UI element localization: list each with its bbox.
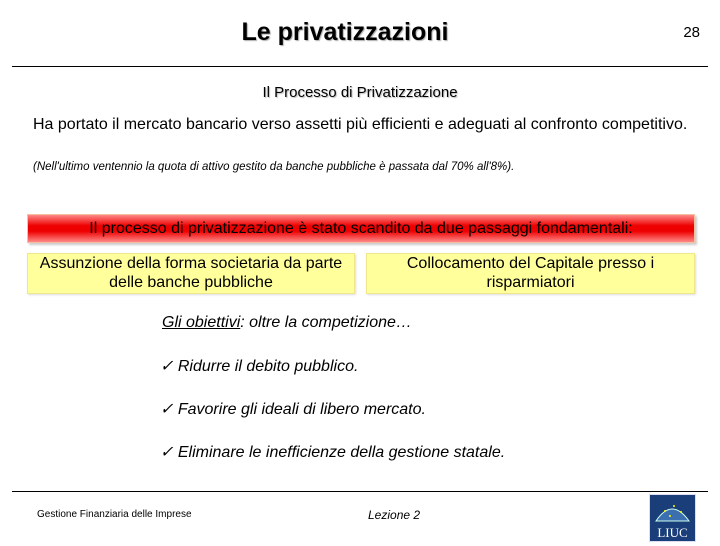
- objective-text: Favorire gli ideali di libero mercato.: [177, 401, 426, 418]
- footer-lesson: Lezione 2: [368, 508, 421, 522]
- objectives-label: Gli obiettivi: [162, 314, 241, 331]
- intro-text: Ha portato il mercato bancario verso assetti più efficienti e adeguati al confronto competitivo.: [33, 116, 688, 133]
- objectives-rest: : oltre la competizione…: [240, 314, 412, 331]
- subtitle: Il Processo di Privatizzazione: [262, 84, 458, 101]
- objective-text: Eliminare le inefficienze della gestione statale.: [177, 444, 506, 461]
- highlight-box: Il processo di privatizzazione è stato scandito da due passaggi fondamentali:: [27, 214, 695, 243]
- check-icon: ✓: [160, 358, 174, 375]
- svg-text:LIUC: LIUC: [657, 525, 688, 540]
- step-box-1: Assunzione della forma societaria da parte delle banche pubbliche: [27, 253, 355, 294]
- slide-title: Le privatizzazioni: [241, 18, 449, 46]
- objectives-heading: [162, 314, 412, 332]
- check-icon: ✓: [160, 401, 174, 418]
- liuc-logo: [649, 494, 696, 542]
- step-box-2: Collocamento del Capitale presso i risparmiatori: [366, 253, 695, 294]
- footer-course: Gestione Finanziaria delle Imprese: [37, 509, 192, 520]
- note-text: (Nell'ultimo ventennio la quota di attivo gestito da banche pubbliche è passata dal 70% all'8%).: [33, 161, 515, 173]
- top-divider: [12, 66, 708, 67]
- objective-item: [160, 442, 505, 462]
- page-number: 28: [683, 24, 700, 41]
- objective-item: [160, 356, 358, 376]
- check-icon: ✓: [160, 444, 174, 461]
- bottom-divider: [12, 491, 708, 492]
- objective-item: [160, 399, 426, 419]
- objective-text: Ridurre il debito pubblico.: [177, 358, 359, 375]
